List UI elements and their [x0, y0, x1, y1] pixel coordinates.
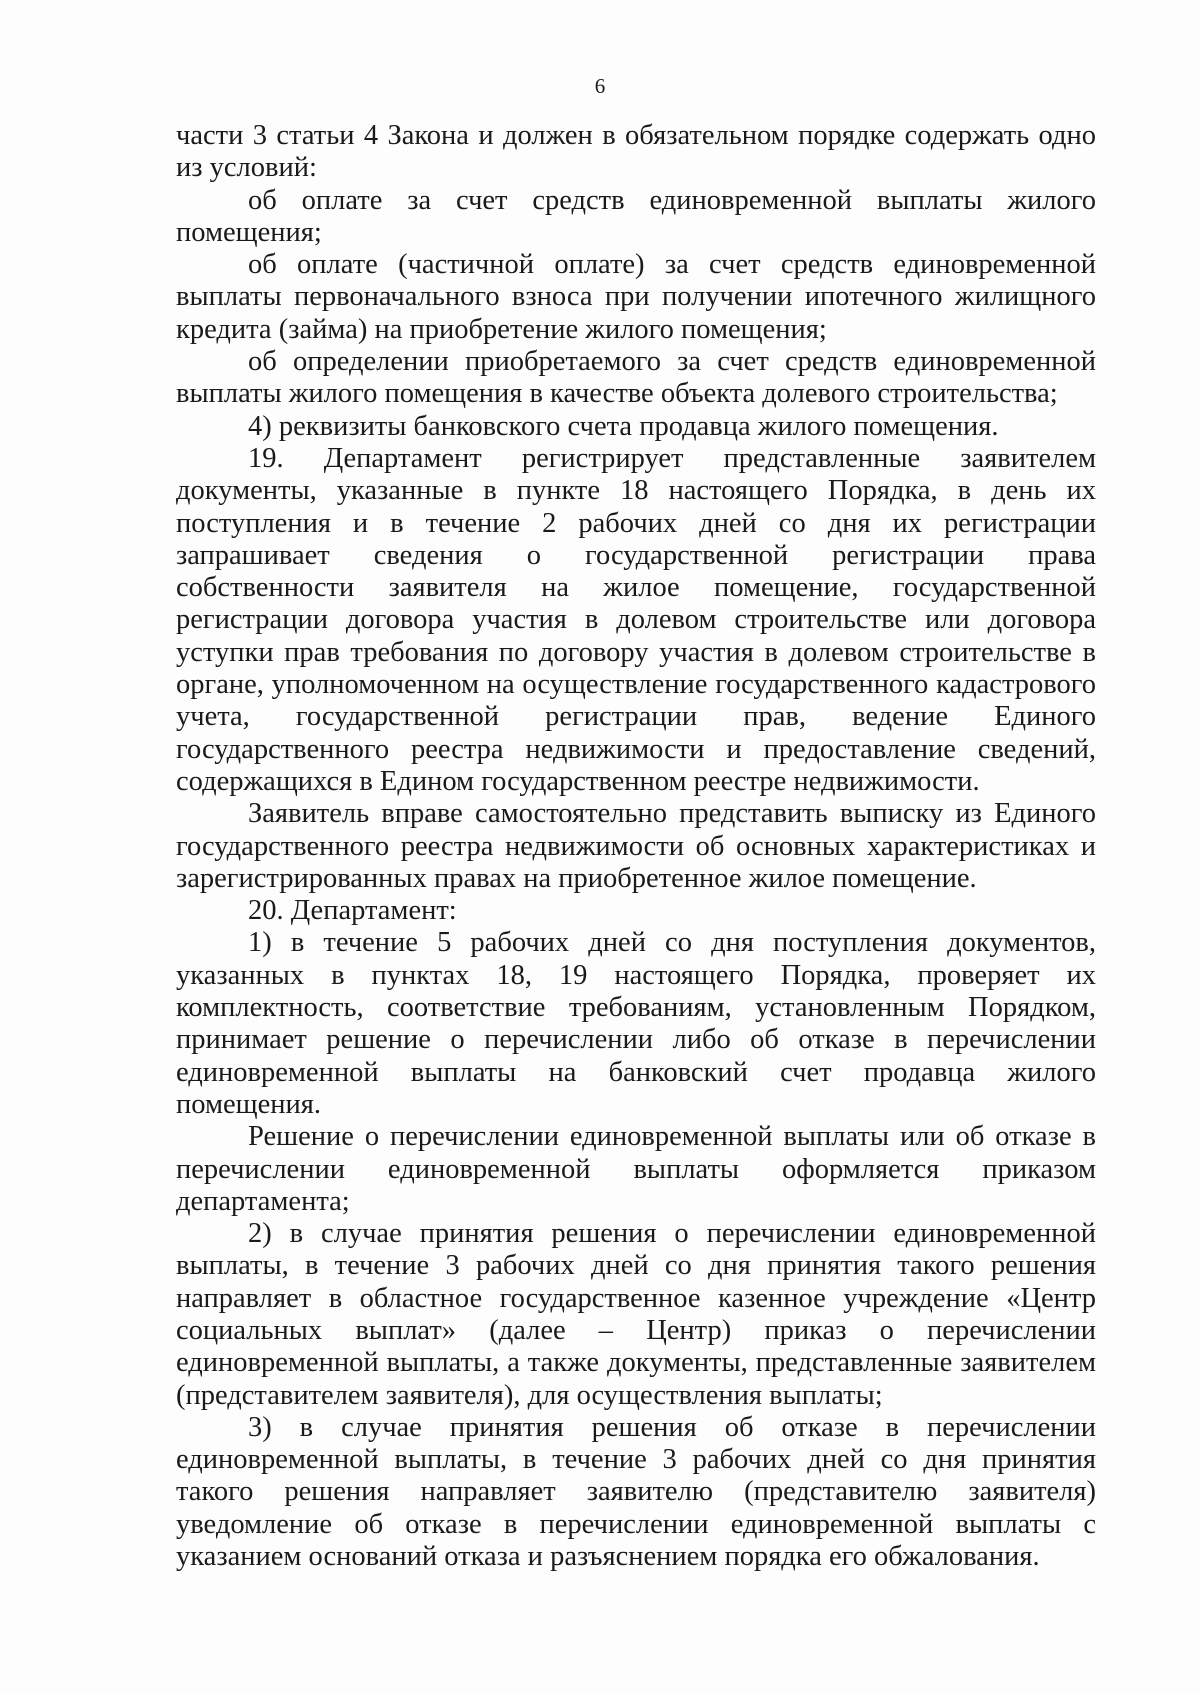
page-number: 6 [594, 74, 606, 98]
paragraph-clause-20-item-1: 1) в течение 5 рабочих дней со дня поступления документов, указанных в пунктах 18, 19 настоящего Порядка, проверяет их комплектность, соответствие требованиям, установленным Порядком, принимает решение о перечислении либо об отказе в перечислении единовременной выплаты на банковский счет продавца жилого помещения. [176, 927, 1096, 1120]
paragraph-condition-down-payment: об оплате (частичной оплате) за счет средств единовременной выплаты первоначального взноса при получении ипотечного жилищного кредита (займа) на приобретение жилого помещения; [176, 249, 1096, 345]
paragraph-applicant-right: Заявитель вправе самостоятельно представить выписку из Единого государственного реестра недвижимости об основных характеристиках и зарегистрированных правах на приобретенное жилое помещение. [176, 798, 1096, 894]
paragraph-continuation: части 3 статьи 4 Закона и должен в обязательном порядке содержать одно из условий: [176, 120, 1096, 184]
paragraph-clause-19: 19. Департамент регистрирует представленные заявителем документы, указанные в пункте 18 настоящего Порядка, в день их поступления и в течение 2 рабочих дней со дня их регистрации запрашивает сведения о государственной регистрации права собственности заявителя на жилое помещение, государственной регистрации договора участия в долевом строительстве или договора уступки прав требования по договору участия в долевом строительстве в органе, уполномоченном на осуществление государственного кадастрового учета, государственной регистрации прав, ведение Единого государственного реестра недвижимости и предоставление сведений, содержащихся в Едином государственном реестре недвижимости. [176, 442, 1096, 797]
paragraph-condition-shared-construction: об определении приобретаемого за счет средств единовременной выплаты жилого помещения в качестве объекта долевого строительства; [176, 346, 1096, 410]
paragraph-decision-order: Решение о перечислении единовременной выплаты или об отказе в перечислении единовременной выплаты оформляется приказом департамента; [176, 1121, 1096, 1217]
paragraph-clause-20-item-3: 3) в случае принятия решения об отказе в перечислении единовременной выплаты, в течение 3 рабочих дней со дня принятия такого решения направляет заявителю (представителю заявителя) уведомление об отказе в перечислении единовременной выплаты с указанием оснований отказа и разъяснением порядка его обжалования. [176, 1411, 1096, 1573]
paragraph-item-4-bank-details: 4) реквизиты банковского счета продавца жилого помещения. [248, 410, 999, 442]
paragraph-clause-20-item-2: 2) в случае принятия решения о перечислении единовременной выплаты, в течение 3 рабочих дней со дня принятия такого решения направляет в областное государственное казенное учреждение «Центр социальных выплат» (далее – Центр) приказ о перечислении единовременной выплаты, а также документы, представленные заявителем (представителем заявителя), для осуществления выплаты; [176, 1218, 1096, 1411]
paragraph-clause-20-heading: 20. Департамент: [248, 895, 457, 927]
document-body [176, 120, 1096, 1573]
paragraph-condition-payment: об оплате за счет средств единовременной выплаты жилого помещения; [176, 184, 1096, 248]
